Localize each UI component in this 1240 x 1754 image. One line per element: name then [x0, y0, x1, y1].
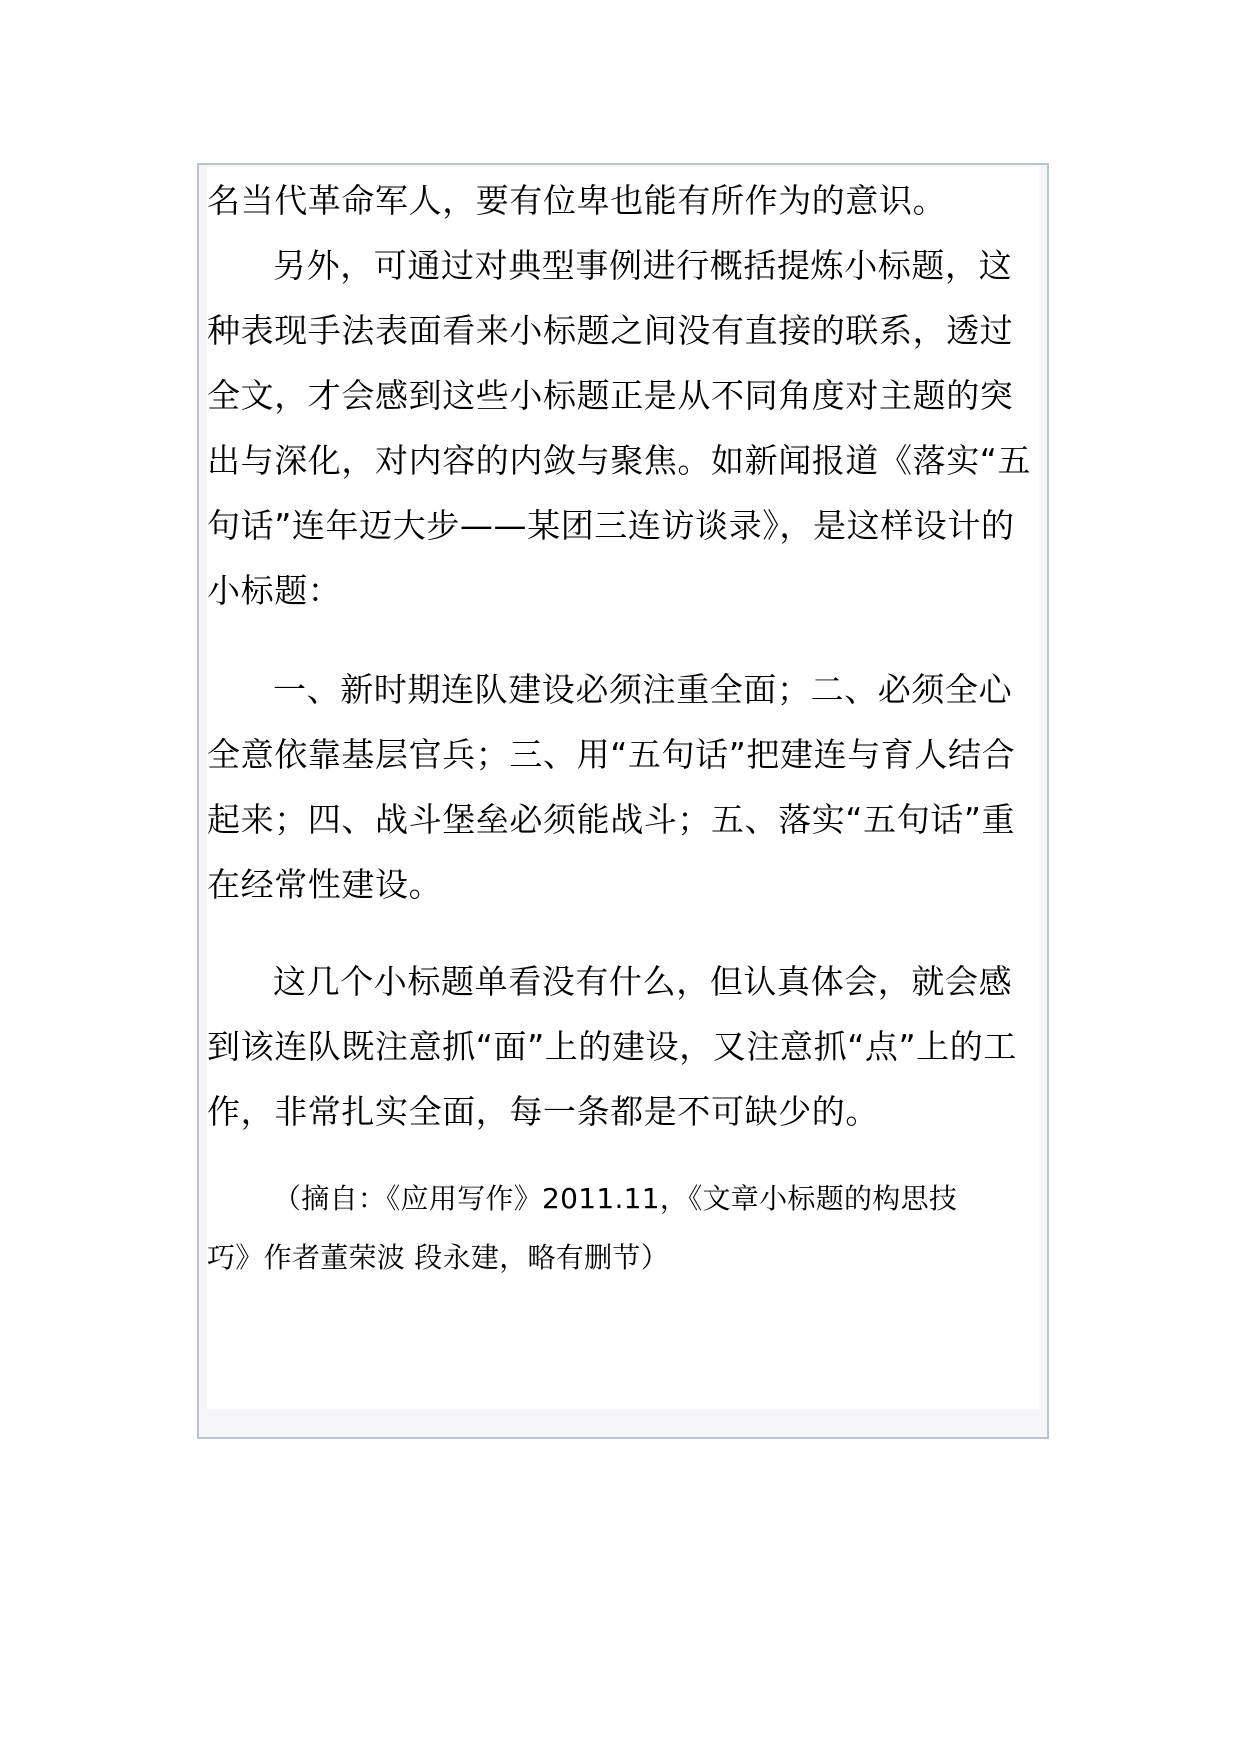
text-line: 一、新时期连队建设必须注重全面；二、必须全心	[273, 670, 1013, 709]
text-line: 小标题：	[207, 571, 342, 610]
text-line: 出与深化，对内容的内敛与聚焦。如新闻报道《落实“五	[207, 441, 1032, 480]
text-line: 另外，可通过对典型事例进行概括提炼小标题，这	[273, 246, 1013, 285]
text-line: 作，非常扎实全面，每一条都是不可缺少的。	[207, 1092, 879, 1131]
article-content	[207, 167, 1039, 1409]
text-line: 在经常性建设。	[207, 865, 443, 904]
citation-line: 巧》作者董荣波 段永建，略有删节）	[207, 1241, 670, 1274]
text-line: 种表现手法表面看来小标题之间没有直接的联系，透过	[207, 311, 1014, 350]
text-line: 到该连队既注意抓“面”上的建设，又注意抓“点”上的工	[207, 1027, 1017, 1066]
citation-line: （摘自：《应用写作》2011.11，《文章小标题的构思技	[273, 1182, 958, 1215]
text-line: 名当代革命军人，要有位卑也能有所作为的意识。	[207, 181, 947, 220]
text-line: 这几个小标题单看没有什么，但认真体会，就会感	[273, 962, 1013, 1001]
text-line: 句话”连年迈大步——某团三连访谈录》，是这样设计的	[207, 506, 1015, 545]
text-line: 全意依靠基层官兵；三、用“五句话”把建连与育人结合	[207, 735, 1016, 774]
text-line: 全文，才会感到这些小标题正是从不同角度对主题的突	[207, 376, 1014, 415]
article-frame	[197, 163, 1049, 1439]
text-line: 起来；四、战斗堡垒必须能战斗；五、落实“五句话”重	[207, 800, 1016, 839]
